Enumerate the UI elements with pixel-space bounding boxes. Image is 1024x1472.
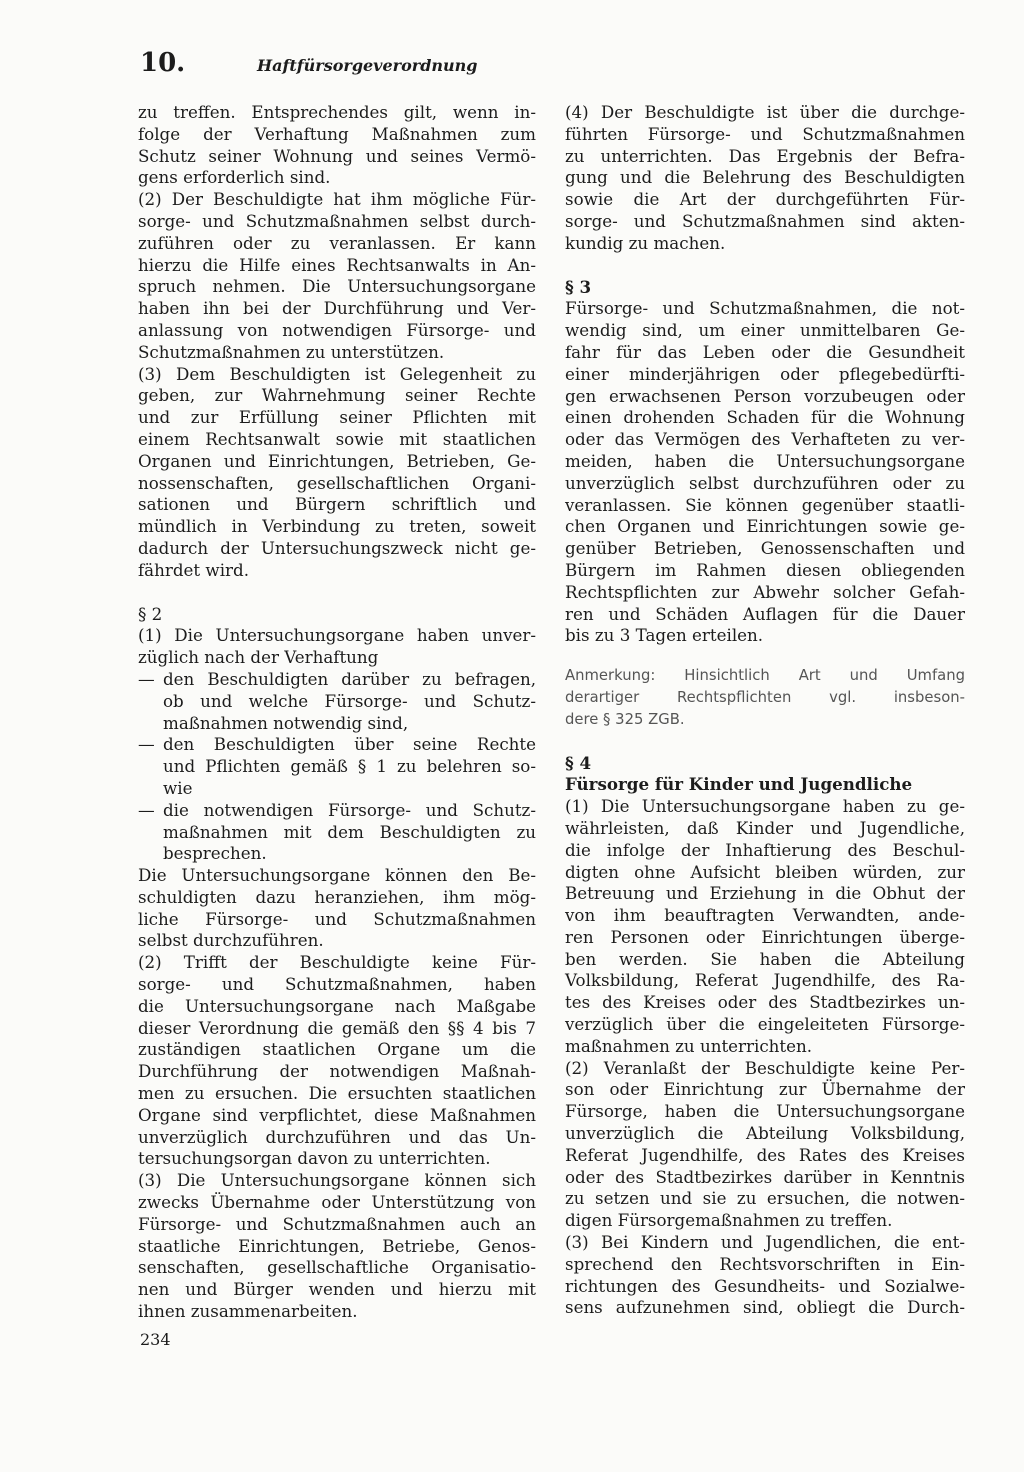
text-line: sprechend den Rechtsvorschriften in Ein- bbox=[565, 1253, 965, 1274]
text-line: Fürsorge- und Schutzmaßnahmen auch an bbox=[138, 1213, 536, 1234]
text-line: mündlich in Verbindung zu treten, soweit bbox=[138, 516, 536, 537]
text-line: wendig sind, um einer unmittelbaren Ge- bbox=[565, 320, 965, 341]
text-line: geben, zur Wahrnehmung seiner Rechte bbox=[138, 385, 536, 406]
text-line: Fürsorge- und Schutzmaßnahmen, die not- bbox=[565, 298, 965, 319]
text-line: Referat Jugendhilfe, des Rates des Kreises bbox=[565, 1144, 965, 1165]
text-line: bis zu 3 Tagen erteilen. bbox=[565, 625, 764, 646]
text-line: den Beschuldigten darüber zu befragen, bbox=[163, 668, 536, 689]
text-line: maßnahmen notwendig sind, bbox=[163, 712, 409, 733]
text-line: maßnahmen mit dem Beschuldigten zu bbox=[163, 821, 536, 842]
section-4-title: Fürsorge für Kinder und Jugendliche bbox=[565, 774, 913, 795]
text-line: zu unterrichten. Das Ergebnis der Befra- bbox=[565, 145, 965, 166]
paragraph-1-4 bbox=[565, 102, 965, 255]
text-line: unverzüglich selbst durchzuführen oder zu bbox=[565, 472, 965, 493]
text-line: kundig zu machen. bbox=[565, 232, 726, 253]
list-item bbox=[138, 734, 536, 799]
paragraph-4-2 bbox=[565, 1058, 965, 1232]
text-line: einen drohenden Schaden für die Wohnung bbox=[565, 407, 965, 428]
text-line: dere § 325 ZGB. bbox=[565, 710, 685, 728]
text-line: tersuchungsorgan davon zu unterrichten. bbox=[138, 1148, 491, 1169]
text-line: (3) Bei Kindern und Jugendlichen, die ent- bbox=[565, 1232, 965, 1253]
text-line: gung und die Belehrung des Beschuldigten bbox=[565, 167, 965, 188]
text-line: (1) Die Untersuchungsorgane haben unver- bbox=[138, 625, 536, 646]
text-line: liche Fürsorge- und Schutzmaßnahmen bbox=[138, 908, 536, 929]
page-header bbox=[140, 48, 540, 88]
text-line: oder das Vermögen des Verhafteten zu ver- bbox=[565, 429, 965, 450]
text-line: hierzu die Hilfe eines Rechtsanwalts in An- bbox=[138, 254, 536, 275]
text-line: spruch nehmen. Die Untersuchungsorgane bbox=[138, 276, 536, 297]
text-line: Anmerkung: Hinsichtlich Art und Umfang bbox=[565, 667, 965, 685]
text-line: zu setzen und sie zu ersuchen, die notwen- bbox=[565, 1188, 965, 1209]
text-line: zuführen oder zu veranlassen. Er kann bbox=[138, 232, 536, 253]
paragraph-1-2 bbox=[138, 189, 536, 363]
text-line: zuständigen staatlichen Organe um die bbox=[138, 1039, 536, 1060]
paragraph-2-1-continued bbox=[138, 865, 536, 952]
text-line: (4) Der Beschuldigte ist über die durchge- bbox=[565, 102, 965, 122]
text-line: besprechen. bbox=[163, 843, 267, 864]
text-line: (3) Dem Beschuldigten ist Gelegenheit zu bbox=[138, 363, 536, 384]
right-column bbox=[565, 102, 965, 1319]
text-line: die notwendigen Fürsorge- und Schutz- bbox=[163, 799, 536, 820]
text-line: währleisten, daß Kinder und Jugendliche, bbox=[565, 817, 965, 838]
text-line: genüber Betrieben, Genossenschaften und bbox=[565, 538, 965, 559]
dash-bullet: — bbox=[138, 799, 155, 820]
text-line: nossenschaften, gesellschaftlichen Organi- bbox=[138, 472, 536, 493]
text-line: die infolge der Inhaftierung des Beschul- bbox=[565, 839, 965, 860]
text-line: sationen und Bürgern schriftlich und bbox=[138, 494, 536, 515]
text-line: digten ohne Aufsicht bleiben würden, zur bbox=[565, 861, 965, 882]
text-line: nen und Bürger wenden und hierzu mit bbox=[138, 1279, 536, 1300]
text-line: wie bbox=[163, 777, 193, 798]
text-line: sorge- und Schutzmaßnahmen sind akten- bbox=[565, 210, 965, 231]
text-line: einer minderjährigen oder pflegebedürfti- bbox=[565, 363, 965, 384]
text-line: selbst durchzuführen. bbox=[138, 930, 324, 951]
paragraph-4-1 bbox=[565, 796, 965, 1058]
text-line: ren und Schäden Auflagen für die Dauer bbox=[565, 603, 965, 624]
text-line: gens erforderlich sind. bbox=[138, 167, 331, 188]
text-line: oder des Stadtbezirkes darüber in Kenntnis bbox=[565, 1166, 965, 1187]
text-line: (2) Der Beschuldigte hat ihm mögliche Für- bbox=[138, 189, 536, 210]
paragraph-3 bbox=[565, 298, 965, 647]
text-line: (2) Trifft der Beschuldigte keine Für- bbox=[138, 952, 536, 973]
text-line: Organe sind verpflichtet, diese Maßnahmen bbox=[138, 1104, 536, 1125]
text-line: und Pflichten gemäß § 1 zu belehren so- bbox=[163, 756, 536, 777]
text-line: fahr für das Leben oder die Gesundheit bbox=[565, 341, 965, 362]
text-line: Rechtspflichten zur Abwehr solcher Gefah- bbox=[565, 581, 965, 602]
text-line: (3) Die Untersuchungsorgane können sich bbox=[138, 1170, 536, 1191]
text-line: tes des Kreises oder des Stadtbezirkes un- bbox=[565, 992, 965, 1013]
section-4-heading: § 4 bbox=[565, 752, 592, 773]
text-line: son oder Einrichtung zur Übernahme der bbox=[565, 1079, 965, 1100]
text-line: führten Fürsorge- und Schutzmaßnahmen bbox=[565, 123, 965, 144]
text-line: ren Personen oder Einrichtungen überge- bbox=[565, 926, 965, 947]
text-line: Durchführung der notwendigen Maßnah- bbox=[138, 1061, 536, 1082]
text-line: ben werden. Sie haben die Abteilung bbox=[565, 948, 965, 969]
text-line: Betreuung und Erziehung in die Obhut der bbox=[565, 883, 965, 904]
text-line: anlassung von notwendigen Fürsorge- und bbox=[138, 319, 536, 340]
text-line: Fürsorge, haben die Untersuchungsorgane bbox=[565, 1101, 965, 1122]
text-line: dadurch der Untersuchungszweck nicht ge- bbox=[138, 537, 536, 558]
paragraph-1-3 bbox=[138, 364, 536, 582]
left-column bbox=[138, 102, 536, 1323]
text-line: züglich nach der Verhaftung bbox=[138, 647, 379, 668]
text-line: Bürgern im Rahmen diesen obliegenden bbox=[565, 559, 965, 580]
section-2-heading: § 2 bbox=[138, 603, 163, 624]
text-line: von ihm beauftragten Verwandten, ande- bbox=[565, 905, 965, 926]
text-line: gen erwachsenen Person vorzubeugen oder bbox=[565, 385, 965, 406]
text-line: veranlassen. Sie können gegenüber staatli- bbox=[565, 494, 965, 515]
paragraph-2-1 bbox=[138, 625, 536, 669]
paragraph-2-2 bbox=[138, 952, 536, 1170]
text-line: folge der Verhaftung Maßnahmen zum bbox=[138, 123, 536, 144]
text-line: richtungen des Gesundheits- und Sozialwe- bbox=[565, 1275, 965, 1296]
text-line: ob und welche Fürsorge- und Schutz- bbox=[163, 690, 536, 711]
paragraph-2-3 bbox=[138, 1170, 536, 1323]
text-line: maßnahmen zu unterrichten. bbox=[565, 1035, 813, 1056]
text-line: Schutz seiner Wohnung und seines Vermö- bbox=[138, 145, 536, 166]
paragraph-1-continued bbox=[138, 102, 536, 189]
text-line: unverzüglich durchzuführen und das Un- bbox=[138, 1126, 536, 1147]
text-line: men zu ersuchen. Die ersuchten staatlichen bbox=[138, 1083, 536, 1104]
text-line: derartiger Rechtspflichten vgl. insbeson- bbox=[565, 688, 965, 706]
text-line: sorge- und Schutzmaßnahmen selbst durch- bbox=[138, 210, 536, 231]
text-line: Volksbildung, Referat Jugendhilfe, des Ra- bbox=[565, 970, 965, 991]
text-line: (2) Veranlaßt der Beschuldigte keine Per- bbox=[565, 1057, 965, 1078]
text-line: dieser Verordnung die gemäß den §§ 4 bis 7 bbox=[138, 1017, 536, 1038]
text-line: die Untersuchungsorgane nach Maßgabe bbox=[138, 995, 536, 1016]
text-line: staatliche Einrichtungen, Betriebe, Genos- bbox=[138, 1235, 536, 1256]
text-line: Die Untersuchungsorgane können den Be- bbox=[138, 865, 536, 886]
text-line: unverzüglich die Abteilung Volksbildung, bbox=[565, 1123, 965, 1144]
text-line: meiden, haben die Untersuchungsorgane bbox=[565, 450, 965, 471]
text-line: Schutzmaßnahmen zu unterstützen. bbox=[138, 341, 445, 362]
text-line: haben ihn bei der Durchführung und Ver- bbox=[138, 298, 536, 319]
text-line: zwecks Übernahme oder Unterstützung von bbox=[138, 1192, 536, 1213]
text-line: einem Rechtsanwalt sowie mit staatlichen bbox=[138, 428, 536, 449]
text-line: (1) Die Untersuchungsorgane haben zu ge- bbox=[565, 796, 965, 817]
text-line: den Beschuldigten über seine Rechte bbox=[163, 734, 536, 755]
text-line: fährdet wird. bbox=[138, 559, 250, 580]
text-line: zu treffen. Entsprechendes gilt, wenn in- bbox=[138, 102, 536, 122]
chapter-title: Haftfürsorgeverordnung bbox=[257, 56, 478, 75]
paragraph-4-3 bbox=[565, 1232, 965, 1319]
text-line: schuldigten dazu heranziehen, ihm mög- bbox=[138, 886, 536, 907]
text-line: ihnen zusammenarbeiten. bbox=[138, 1301, 358, 1322]
dash-bullet: — bbox=[138, 734, 155, 755]
annotation-note bbox=[565, 665, 965, 730]
text-line: verzüglich über die eingeleiteten Fürsorge- bbox=[565, 1014, 965, 1035]
page-number: 234 bbox=[140, 1330, 171, 1349]
text-line: sens aufzunehmen sind, obliegt die Durch- bbox=[565, 1297, 965, 1318]
dash-bullet: — bbox=[138, 668, 155, 689]
text-line: sorge- und Schutzmaßnahmen, haben bbox=[138, 974, 536, 995]
chapter-number: 10. bbox=[140, 48, 186, 78]
text-line: sowie die Art der durchgeführten Für- bbox=[565, 189, 965, 210]
list-item bbox=[138, 669, 536, 734]
text-line: Organen und Einrichtungen, Betrieben, Ge- bbox=[138, 450, 536, 471]
text-line: und zur Erfüllung seiner Pflichten mit bbox=[138, 407, 536, 428]
text-line: digen Fürsorgemaßnahmen zu treffen. bbox=[565, 1210, 893, 1231]
text-line: chen Organen und Einrichtungen sowie ge- bbox=[565, 516, 965, 537]
text-line: senschaften, gesellschaftliche Organisatio- bbox=[138, 1257, 536, 1278]
section-3-heading: § 3 bbox=[565, 276, 592, 297]
list-item bbox=[138, 800, 536, 865]
